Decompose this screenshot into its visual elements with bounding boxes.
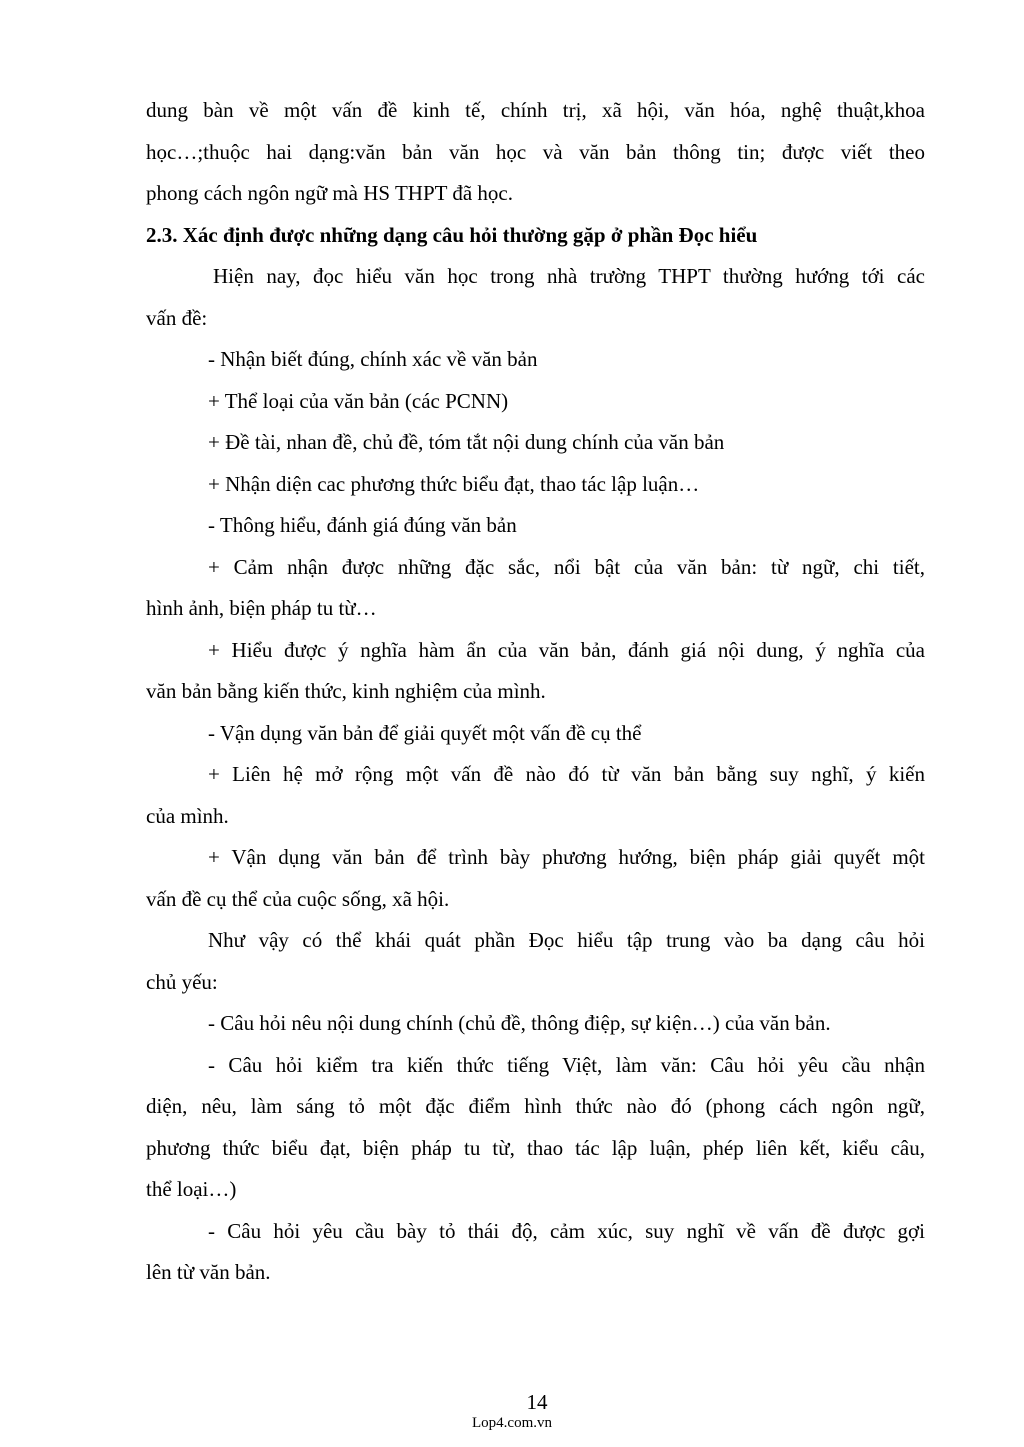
paragraph-line: dung bàn về một vấn đề kinh tế, chính trị, xã hội, văn hóa, nghệ thuật,khoa: [146, 98, 925, 122]
paragraph-line: vấn đề cụ thể của cuộc sống, xã hội.: [146, 886, 450, 911]
list-item: + Hiểu được ý nghĩa hàm ẩn của văn bản, đánh giá nội dung, ý nghĩa của: [208, 637, 925, 662]
document-body: [146, 90, 925, 1294]
list-item: - Câu hỏi kiểm tra kiến thức tiếng Việt, làm văn: Câu hỏi yêu cầu nhận: [208, 1052, 925, 1077]
paragraph-line: hình ảnh, biện pháp tu từ…: [146, 596, 377, 620]
paragraph-line: phương thức biểu đạt, biện pháp tu từ, thao tác lập luận, phép liên kết, kiểu câu,: [146, 1135, 925, 1160]
list-item: - Nhận biết đúng, chính xác về văn bản: [208, 347, 538, 371]
paragraph-line: diện, nêu, làm sáng tỏ một đặc điểm hình thức nào đó (phong cách ngôn ngữ,: [146, 1094, 925, 1118]
footer-site: Lop4.com.vn: [472, 1415, 552, 1431]
list-item: + Liên hệ mở rộng một vấn đề nào đó từ văn bản bằng suy nghĩ, ý kiến: [208, 762, 925, 786]
section-heading: 2.3. Xác định được những dạng câu hỏi thường gặp ở phần Đọc hiểu: [146, 222, 758, 247]
paragraph-line: thể loại…): [146, 1177, 237, 1201]
list-item: - Câu hỏi yêu cầu bày tỏ thái độ, cảm xúc, suy nghĩ về vấn đề được gợi: [208, 1218, 925, 1243]
paragraph-line: vấn đề:: [146, 305, 208, 330]
list-item: + Cảm nhận được những đặc sắc, nổi bật của văn bản: từ ngữ, chi tiết,: [208, 554, 925, 579]
list-item: - Câu hỏi nêu nội dung chính (chủ đề, thông điệp, sự kiện…) của văn bản.: [208, 1011, 831, 1035]
paragraph-line: học…;thuộc hai dạng:văn bản văn học và văn bản thông tin; được viết theo: [146, 139, 925, 164]
list-item: + Vận dụng văn bản để trình bày phương hướng, biện pháp giải quyết một: [208, 845, 925, 869]
list-item: + Thể loại của văn bản (các PCNN): [208, 388, 509, 413]
list-item: + Nhận diện cac phương thức biểu đạt, thao tác lập luận…: [208, 471, 700, 496]
paragraph-line: phong cách ngôn ngữ mà HS THPT đã học.: [146, 181, 513, 205]
paragraph-line: của mình.: [146, 803, 229, 828]
paragraph-line: Như vậy có thể khái quát phần Đọc hiểu tập trung vào ba dạng câu hỏi: [208, 928, 925, 952]
paragraph-line: Hiện nay, đọc hiểu văn học trong nhà trường THPT thường hướng tới các: [213, 264, 925, 288]
paragraph-line: chủ yếu:: [146, 969, 218, 994]
page-number: 14: [526, 1390, 548, 1414]
list-item: - Vận dụng văn bản để giải quyết một vấn đề cụ thể: [208, 720, 642, 745]
paragraph-line: văn bản bằng kiến thức, kinh nghiệm của mình.: [146, 679, 546, 703]
paragraph-line: lên từ văn bản.: [146, 1260, 271, 1284]
list-item: + Đề tài, nhan đề, chủ đề, tóm tắt nội dung chính của văn bản: [208, 430, 725, 454]
list-item: - Thông hiểu, đánh giá đúng văn bản: [208, 513, 517, 537]
